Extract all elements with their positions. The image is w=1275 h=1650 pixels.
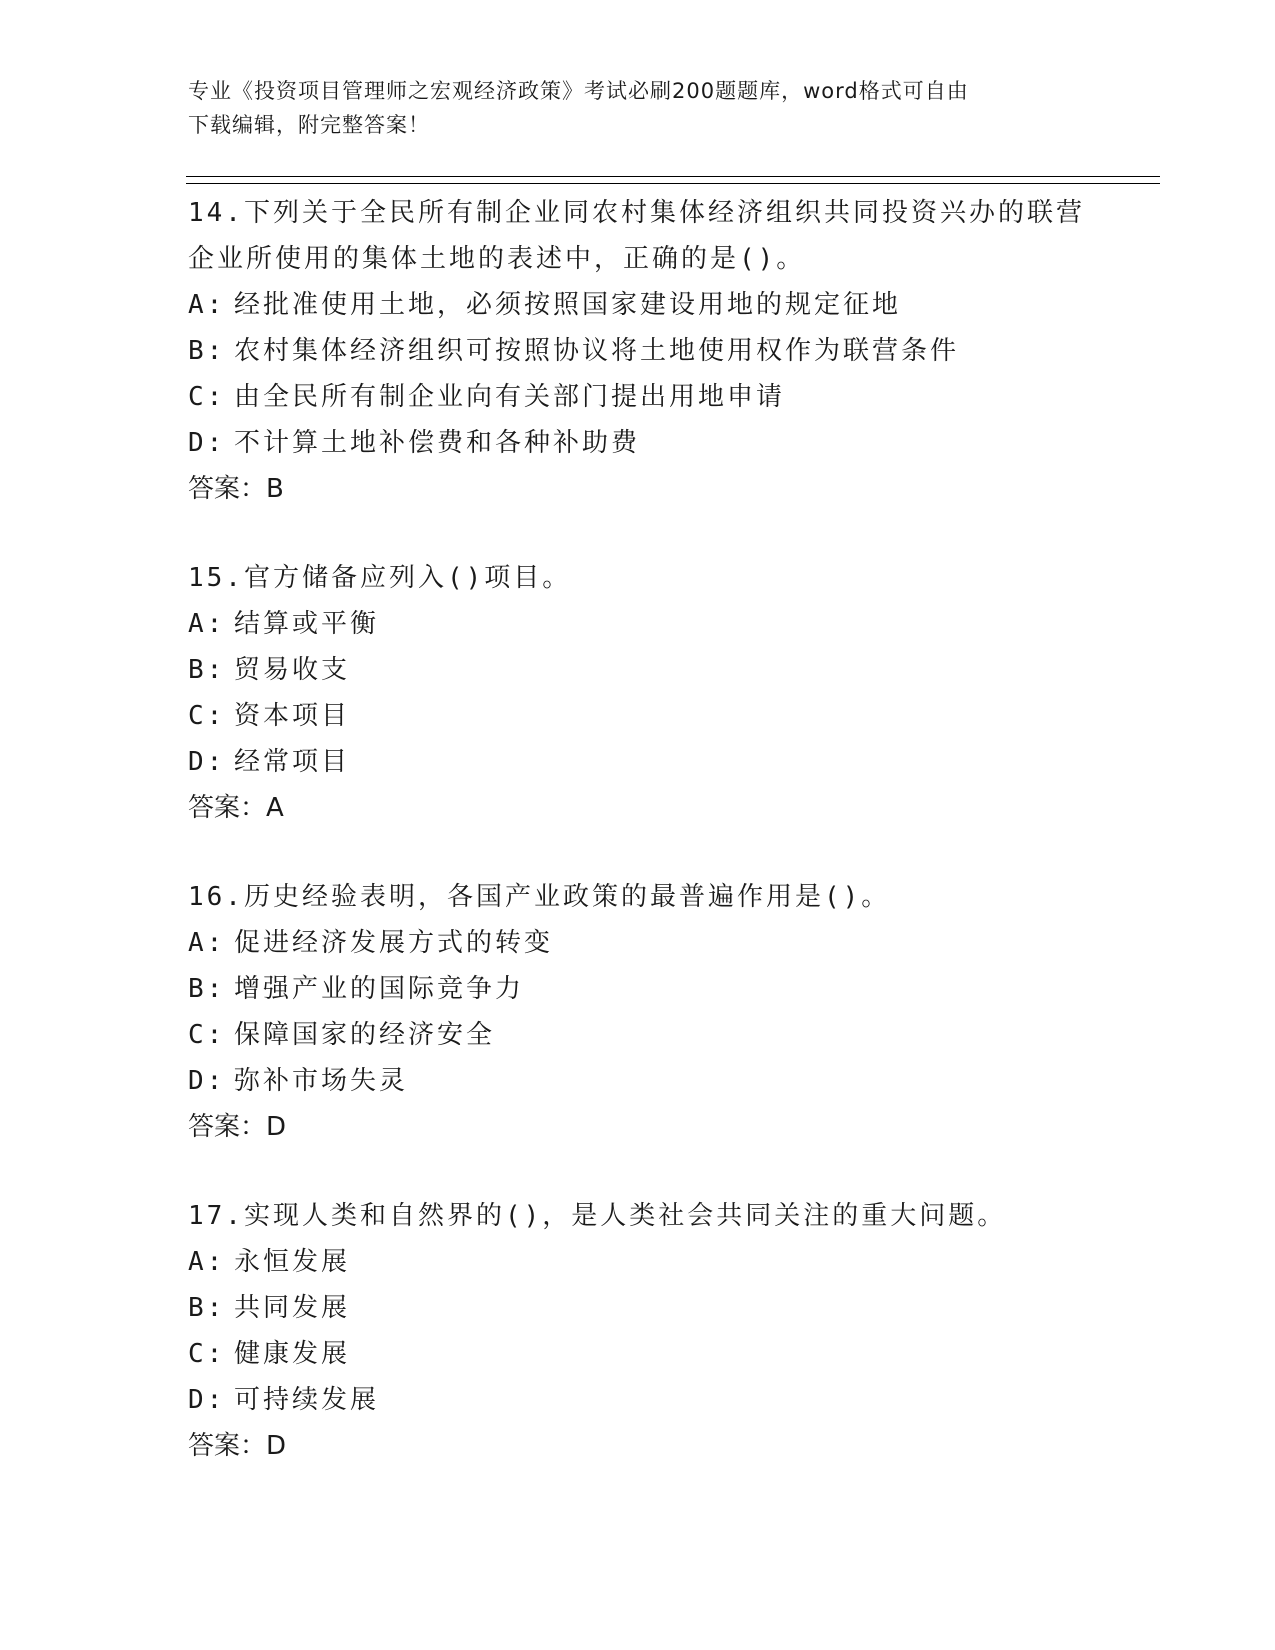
option-c [188,693,1088,739]
option-text: 健康发展 [234,1339,351,1369]
question-list [188,190,1088,1512]
option-letter: C: [188,1020,226,1050]
option-a [188,1239,1088,1285]
option-b [188,328,1088,374]
answer-line: 答案：D [188,1431,287,1461]
option-a [188,282,1088,328]
document-header [188,74,1088,142]
option-letter: D: [188,1066,226,1096]
option-text: 贸易收支 [234,655,351,685]
option-text: 由全民所有制企业向有关部门提出用地申请 [234,382,786,412]
header-line-2: 下载编辑，附完整答案！ [188,113,430,137]
option-d [188,739,1088,785]
option-text: 经常项目 [234,747,351,777]
question-stem-line: 企业所使用的集体土地的表述中，正确的是()。 [188,244,806,274]
question-17 [188,1193,1088,1469]
option-a [188,920,1088,966]
option-letter: C: [188,1339,226,1369]
option-text: 经批准使用土地，必须按照国家建设用地的规定征地 [234,290,902,320]
answer-line: 答案：A [188,793,284,823]
option-text: 资本项目 [234,701,351,731]
option-letter: B: [188,974,226,1004]
option-c [188,374,1088,420]
option-text: 不计算土地补偿费和各种补助费 [234,428,641,458]
question-16 [188,874,1088,1150]
question-stem-line: 14.下列关于全民所有制企业同农村集体经济组织共同投资兴办的联营 [188,198,1085,228]
option-b [188,1285,1088,1331]
option-text: 弥补市场失灵 [234,1066,409,1096]
option-letter: A: [188,609,226,639]
option-text: 永恒发展 [234,1247,351,1277]
option-text: 促进经济发展方式的转变 [234,928,554,958]
option-d [188,1058,1088,1104]
option-text: 农村集体经济组织可按照协议将土地使用权作为联营条件 [234,336,960,366]
answer-line: 答案：B [188,474,284,504]
option-text: 增强产业的国际竞争力 [234,974,525,1004]
option-letter: A: [188,290,226,320]
answer-line: 答案：D [188,1112,287,1142]
option-d [188,1377,1088,1423]
option-letter: B: [188,655,226,685]
option-letter: C: [188,701,226,731]
option-b [188,647,1088,693]
option-text: 可持续发展 [234,1385,380,1415]
option-letter: A: [188,928,226,958]
question-15 [188,555,1088,831]
header-divider-bottom [186,183,1160,184]
option-c [188,1012,1088,1058]
option-d [188,420,1088,466]
header-line-1: 专业《投资项目管理师之宏观经济政策》考试必刷200题题库，word格式可自由 [188,79,969,103]
option-letter: D: [188,428,226,458]
option-text: 结算或平衡 [234,609,380,639]
question-stem-line: 17.实现人类和自然界的()，是人类社会共同关注的重大问题。 [188,1201,1007,1231]
option-a [188,601,1088,647]
option-letter: B: [188,336,226,366]
option-text: 保障国家的经济安全 [234,1020,496,1050]
option-letter: B: [188,1293,226,1323]
option-text: 共同发展 [234,1293,351,1323]
question-14 [188,190,1088,512]
option-letter: C: [188,382,226,412]
header-divider-top [186,176,1160,177]
option-letter: D: [188,1385,226,1415]
option-letter: D: [188,747,226,777]
question-stem-line: 15.官方储备应列入()项目。 [188,563,572,593]
question-stem-line: 16.历史经验表明，各国产业政策的最普遍作用是()。 [188,882,891,912]
option-c [188,1331,1088,1377]
option-letter: A: [188,1247,226,1277]
option-b [188,966,1088,1012]
